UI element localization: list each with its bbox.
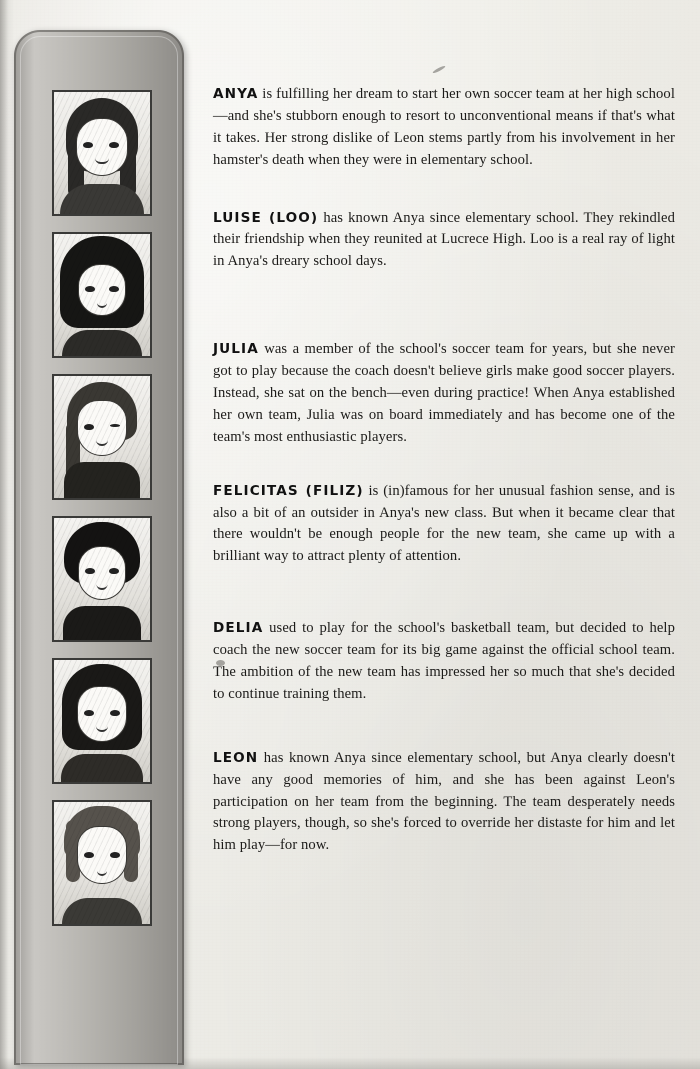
scan-mark (432, 65, 446, 74)
page-left-edge-shadow (0, 0, 14, 1069)
character-description: was a member of the school's soccer team for years, but she never got to play because the coach doesn't believe girls make good soccer players. Instead, she sat on the bench—even during practice! When Anya established her own team, Julia was on board immediately and has become one of the team's most enthusiastic players. (213, 341, 675, 445)
portrait-strip (14, 30, 184, 1065)
character-description: has known Anya since elementary school. They rekindled their friendship when they reunited at Lucrece High. Loo is a real ray of light in Anya's dreary school days. (213, 209, 675, 270)
portrait-luise (52, 232, 152, 358)
portrait-leon (52, 800, 152, 926)
character-description: is fulfilling her dream to start her own soccer team at her high school—and she's stubborn enough to resort to unconventional means if that's what it takes. Her strong dislike of Leon stems partly from his involvement in her hamster's death when they were in elementary school. (213, 86, 675, 168)
bio-entry-leon (213, 748, 675, 857)
character-description: is (in)famous for her unusual fashion sense, and is also a bit of an outsider in Anya's new class. But when it became clear that there wouldn't be enough people for the new team, she came up with a brilliant way to attract plenty of attention. (213, 482, 675, 565)
portrait-delia (52, 658, 152, 784)
character-name: FELICITAS (FILIZ) (213, 482, 364, 499)
character-bios (213, 84, 675, 857)
bio-entry-luise (213, 208, 675, 274)
bio-entry-anya (213, 84, 675, 172)
portrait-julia (52, 374, 152, 500)
character-name: LEON (213, 749, 259, 766)
portrait-felicitas (52, 516, 152, 642)
character-description: has known Anya since elementary school, but Anya clearly doesn't have any good memories of him, and she has been against Leon's participation on her team from the beginning. The team desperately needs strong players, though, so she's forced to override her distaste for him and let him play—for now. (213, 749, 675, 854)
character-name: LUISE (LOO) (213, 209, 319, 226)
bio-entry-julia (213, 339, 675, 448)
bio-entry-delia (213, 618, 675, 706)
portrait-anya (52, 90, 152, 216)
bio-entry-felicitas (213, 481, 675, 569)
character-name: ANYA (213, 86, 259, 102)
character-name: JULIA (213, 341, 259, 358)
character-name: DELIA (213, 620, 264, 637)
character-description: used to play for the school's basketball team, but decided to help coach the new soccer team for its big game against the official school team. The ambition of the new team has impressed her so much that she's decided to continue training them. (213, 620, 675, 702)
